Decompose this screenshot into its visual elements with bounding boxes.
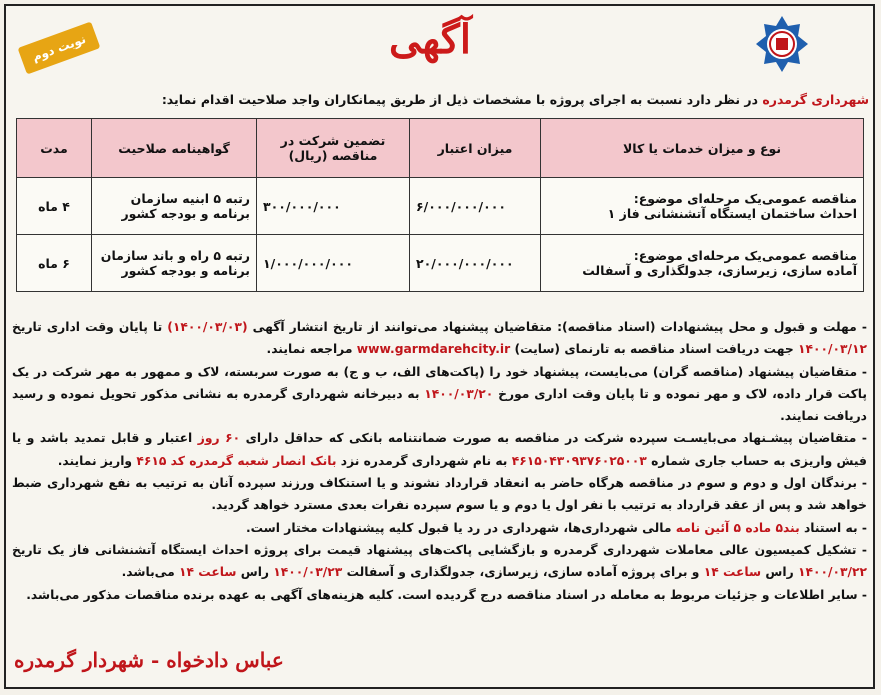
row-cert: رتبه ۵ ابنیه سازمان برنامه و بودجه کشور	[92, 178, 257, 235]
row-duration: ۶ ماه	[17, 235, 92, 292]
clause-deadline	[12, 316, 867, 361]
account-number: ۴۶۱۵۰۴۳۰۹۳۷۶۰۲۵۰۰۳	[511, 453, 647, 468]
clause-winners: - برندگان اول و دوم و سوم در مناقصه هرگاه حاضر به انعقاد قرارداد نشوند و یا استنکاف ورزند سپرده آنان به ترتیب به نفع شهرداری ضبط خواهد شد و پس از عقد قرارداد به ترتیب با نفر اول یا دوم و یا سوم سپرده نفرات بعدی مسترد خواهد گردید.	[12, 476, 867, 513]
clause-text: می‌باشد.	[121, 565, 180, 580]
clause-text: راس	[236, 565, 274, 580]
header-duration: مدت	[17, 119, 92, 178]
clause-text: جهت دریافت اسناد مناقصه به تارنمای (سایت)	[510, 342, 798, 357]
clause-text: - به استناد	[799, 520, 867, 535]
signature: عباس دادخواه - شهردار گرمدره	[14, 648, 284, 672]
clause-opening	[12, 539, 867, 584]
notice-title: آگهی	[389, 16, 471, 63]
row-item	[541, 235, 864, 292]
row-amount: ۶/۰۰۰/۰۰۰/۰۰۰	[410, 178, 541, 235]
regulation-ref: بند۵ ماده ۵ آئین نامه	[675, 520, 800, 535]
opening-date-2: ۱۴۰۰/۰۳/۲۳	[273, 565, 343, 580]
org-name: شهرداری گرمدره	[762, 92, 869, 107]
website-link[interactable]: www.garmdarehcity.ir	[356, 342, 511, 357]
table-row	[17, 178, 864, 235]
round-badge: نوبت دوم	[18, 22, 101, 75]
intro-body: در نظر دارد نسبت به اجرای پروژه با مشخصات ذیل از طریق پیمانکاران واجد صلاحیت اقدام نماید:	[161, 92, 763, 107]
opening-date-1: ۱۴۰۰/۰۳/۲۲	[797, 565, 867, 580]
deadline-date: ۱۴۰۰/۰۳/۱۲	[797, 342, 867, 357]
row-item	[541, 178, 864, 235]
clause-text: به نام شهرداری گرمدره نزد	[336, 453, 512, 468]
table-row	[17, 235, 864, 292]
header-amount: میزان اعتبار	[410, 119, 541, 178]
table-header-row	[17, 119, 864, 178]
publish-date: (۱۴۰۰/۰۳/۰۳)	[167, 320, 248, 334]
validity-days: ۶۰ روز	[197, 431, 241, 446]
clause-authority	[12, 517, 867, 539]
row-item-line1: مناقصه عمومی‌یک مرحله‌ای موضوع:	[633, 248, 857, 263]
tender-table	[16, 118, 864, 292]
bank-name: بانک انصار شعبه گرمدره کد ۴۶۱۵	[136, 453, 337, 468]
row-guarantee: ۱/۰۰۰/۰۰۰/۰۰۰	[257, 235, 410, 292]
clause-text: و برای پروژه آماده سازی، زیرسازی، جدولگذاری و آسفالت	[342, 565, 704, 580]
opening-time-1: ساعت ۱۴	[703, 565, 762, 580]
clause-submission	[12, 361, 867, 428]
clause-text: واریز نمایند.	[57, 453, 137, 468]
clause-text: - مهلت و قبول و محل پیشنهادات (اسناد مناقصه): متقاضیان پیشنهاد می‌توانند از تاریخ انتشار آگهی	[247, 320, 867, 334]
header-guarantee: تضمین شرکت در مناقصه (ریال)	[257, 119, 410, 178]
opening-time-2: ساعت ۱۴	[179, 565, 237, 580]
clause-text: راس	[761, 565, 798, 580]
municipality-logo-icon	[752, 14, 812, 74]
clause-text: - متقاضیان پیشنهاد (مناقصه گران) می‌بایست، پیشنهاد خود را (پاکت‌های الف، ب و ج) به صورت سربسته، لاک و ممهور به مهر شرکت در یک پاکت قرار داده، لاک و مهر نموده و تا پایان وقت اداری مورخ	[12, 364, 867, 401]
row-item-line2: آماده سازی، زیرسازی، جدولگذاری و آسفالت	[582, 263, 857, 278]
clause-text: - تشکیل کمیسیون عالی معاملات شهرداری گرمدره و بازگشایی پاکت‌های پیشنهاد قیمت برای پروژه احداث ایستگاه آتشنشانی فاز یک تاریخ	[12, 542, 867, 557]
clause-text: - متقاضیان پیشـنهاد می‌بایسـت سپرده شرکت در مناقصه به صورت ضمانتنامه بانکی که حداقل دارای	[240, 431, 867, 446]
header-item: نوع و میزان خدمات یا کالا	[541, 119, 864, 178]
row-item-line1: مناقصه عمومی‌یک مرحله‌ای موضوع:	[633, 191, 857, 206]
row-guarantee: ۳۰۰/۰۰۰/۰۰۰	[257, 178, 410, 235]
submission-date: ۱۴۰۰/۰۳/۲۰	[424, 386, 494, 401]
row-duration: ۴ ماه	[17, 178, 92, 235]
clause-text: مالی شهرداری‌ها، شهرداری در رد یا قبول کلیه پیشنهادات مختار است.	[245, 520, 676, 535]
clause-text: تا پایان وقت اداری تاریخ	[12, 320, 168, 334]
row-amount: ۲۰/۰۰۰/۰۰۰/۰۰۰	[410, 235, 541, 292]
clause-other: - سایر اطلاعات و جزئیات مربوط به معامله در اسناد مناقصه درج گردیده است. کلیه هزینه‌های آگهی به عهده برنده مناقصات مذکور می‌باشد.	[26, 587, 867, 602]
clause-text: اعتبار و قابل تمدید باشد و یا فیش واریزی به حساب جاری شماره	[12, 431, 867, 468]
row-item-line2: احداث ساختمان ایستگاه آتشنشانی فاز ۱	[607, 206, 857, 221]
intro-text	[12, 92, 869, 107]
notice-body	[12, 316, 867, 606]
row-cert: رتبه ۵ راه و باند سازمان برنامه و بودجه کشور	[92, 235, 257, 292]
clause-text: مراجعه نمایند.	[266, 342, 357, 357]
header-cert: گواهینامه صلاحیت	[92, 119, 257, 178]
clause-deposit	[12, 427, 867, 472]
clause-text: به دبیرخانه شهرداری گرمدره به نشانی مذکور تحویل نموده و رسید دریافت نمایند.	[12, 386, 867, 424]
